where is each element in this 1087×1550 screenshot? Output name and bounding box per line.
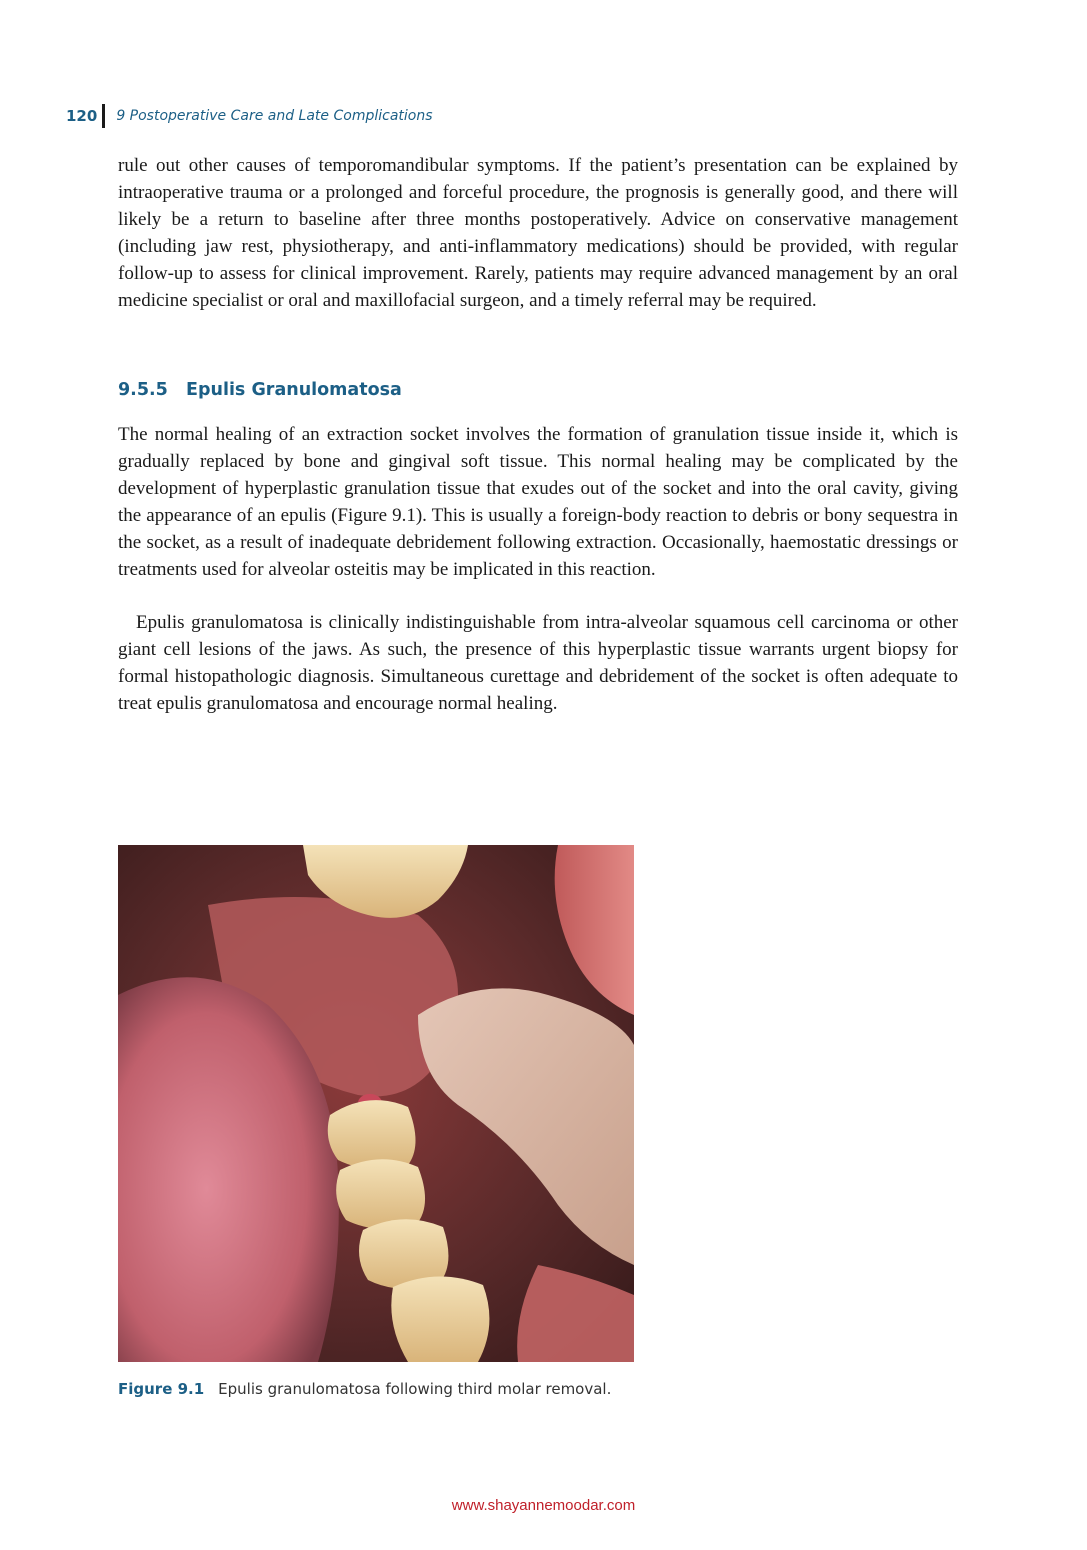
header-divider (102, 104, 105, 128)
figure-label: Figure 9.1 (118, 1380, 205, 1398)
caption-text: Epulis granulomatosa following third molar removal. (218, 1380, 612, 1398)
paragraph-diagnosis: Epulis granulomatosa is clinically indistinguishable from intra-alveolar squamous cell carcinoma or other giant cell lesions of the jaws. As such, the presence of this hyperplastic tissue warrants urgent biopsy for formal histopathologic diagnosis. Simultaneous curettage and debridement of the socket is often adequate to treat epulis granulomatosa and encourage normal healing. (118, 612, 958, 714)
page-number: 120 (66, 107, 98, 125)
paragraph-socket-healing: The normal healing of an extraction socket involves the formation of granulation tissue inside it, which is gradually replaced by bone and gingival soft tissue. This normal healing may be complicated by the development of hyperplastic granulation tissue that exudes out of the socket and into the oral cavity, giving the appearance of an epulis (Figure 9.1). This is usually a foreign-body reaction to debris or bony sequestra in the socket, as a result of inadequate debridement following extraction. Occasionally, haemostatic dressings or treatments used for alveolar osteitis may be implicated in this reaction. (118, 424, 958, 580)
oral-cavity-photo (118, 845, 634, 1362)
section-number: 9.5.5 (118, 380, 168, 400)
running-head (66, 104, 433, 128)
clinical-photo-figure (118, 845, 634, 1362)
footer-url-link[interactable]: www.shayannemoodar.com (451, 1497, 636, 1514)
figure-caption (118, 1380, 611, 1398)
paragraph-tmj-management: rule out other causes of temporomandibular symptoms. If the patient’s presentation can be explained by intraoperative trauma or a prolonged and forceful procedure, the prognosis is generally good, and there will likely be a return to baseline after three months postoperatively. Advice on conservative management (including jaw rest, physiotherapy, and anti-inflammatory medications) should be provided, with regular follow-up to assess for clinical improvement. Rarely, patients may require advanced management by an oral medicine specialist or oral and maxillofacial surgeon, and a timely referral may be required. (118, 155, 958, 311)
section-heading (118, 380, 402, 400)
section-title: Epulis Granulomatosa (186, 380, 402, 400)
chapter-title: 9 Postoperative Care and Late Complications (116, 108, 433, 124)
